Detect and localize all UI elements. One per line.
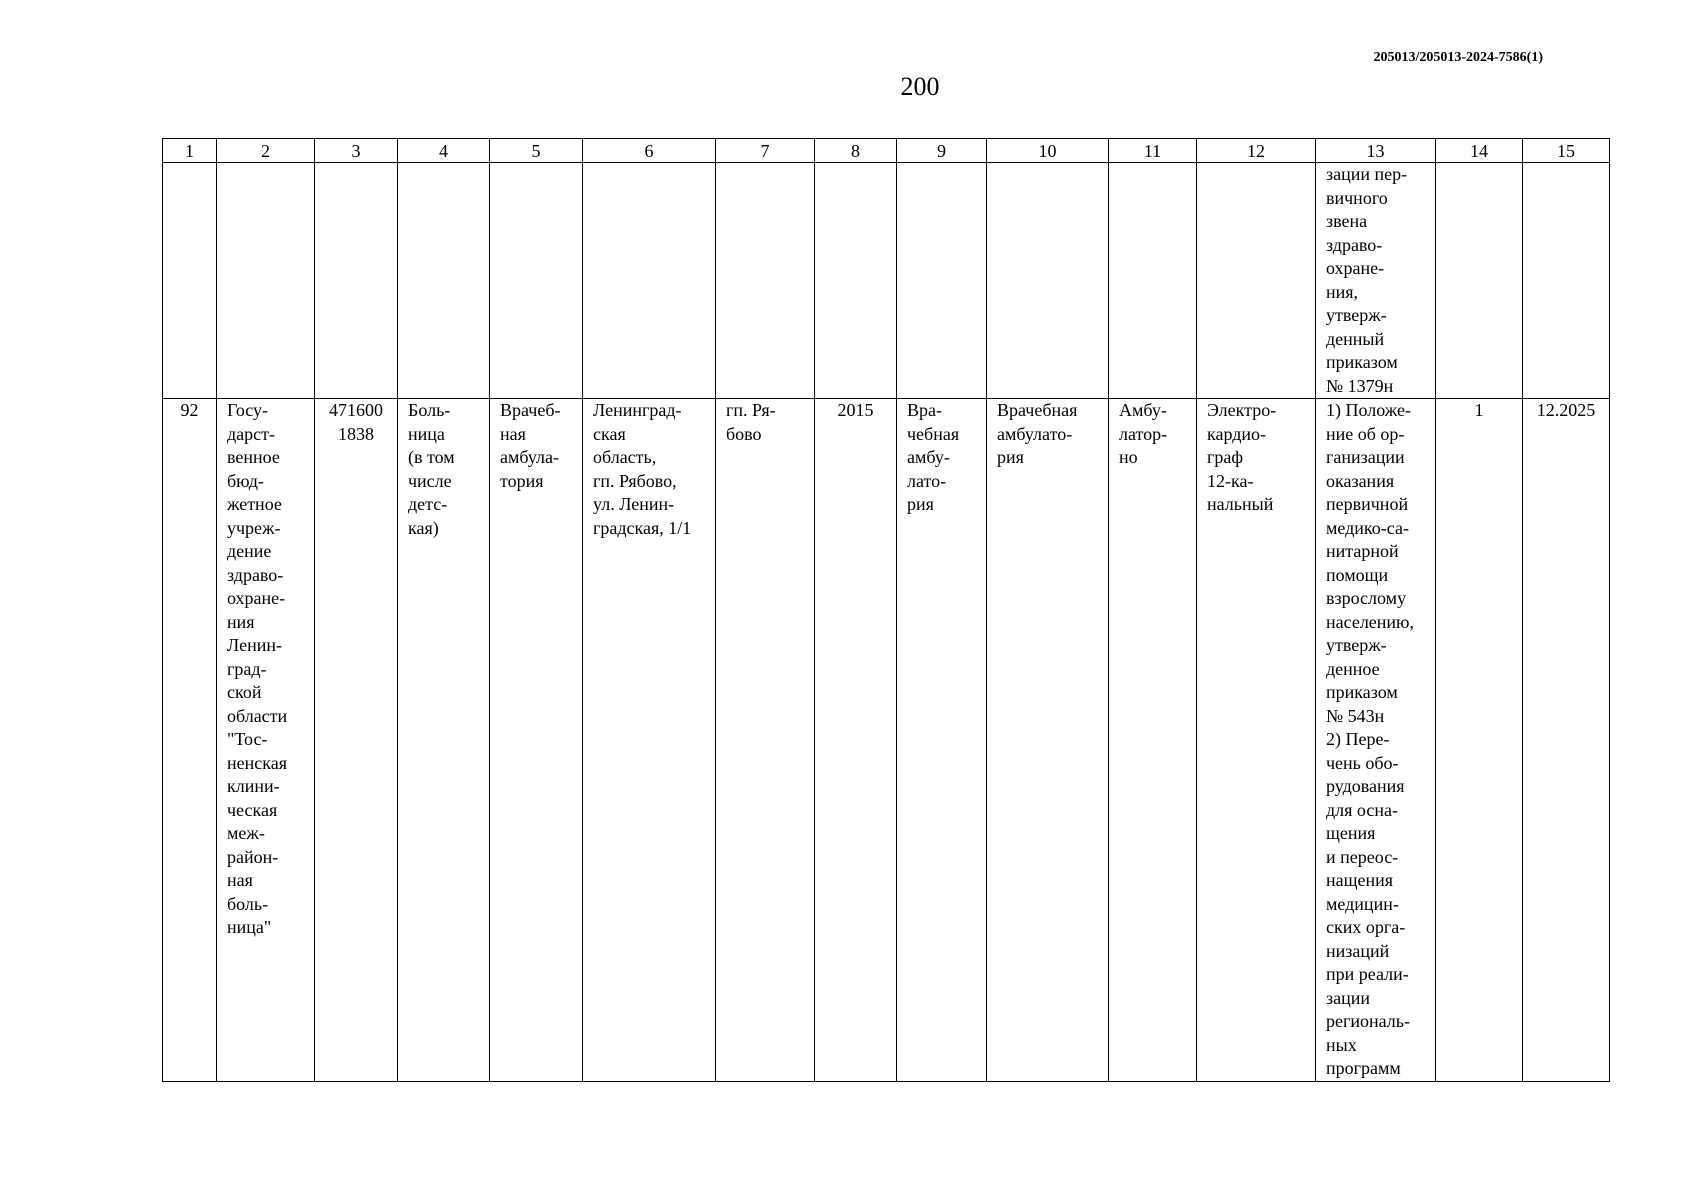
table-cell xyxy=(897,163,987,399)
column-number-13: 13 xyxy=(1316,139,1436,163)
table-cell xyxy=(1109,163,1197,399)
unit-name-cell: Врачебная амбулато- рия xyxy=(987,399,1109,1082)
column-number-10: 10 xyxy=(987,139,1109,163)
legal-basis-cell: зации пер- вичного звена здраво- охране- ния, утверж- денный приказом № 1379н xyxy=(1316,163,1436,399)
column-number-15: 15 xyxy=(1523,139,1610,163)
subdivision-type-cell: Врачеб- ная амбула- тория xyxy=(490,399,583,1082)
table-cell xyxy=(163,163,217,399)
unit-type-cell: Вра- чебная амбу- лато- рия xyxy=(897,399,987,1082)
column-number-8: 8 xyxy=(815,139,897,163)
column-number-4: 4 xyxy=(398,139,490,163)
column-number-2: 2 xyxy=(217,139,315,163)
equipment-table xyxy=(162,138,1610,1082)
deadline-cell: 12.2025 xyxy=(1523,399,1610,1082)
table-cell xyxy=(815,163,897,399)
document-id: 205013/205013-2024-7586(1) xyxy=(1373,50,1543,65)
year-cell: 2015 xyxy=(815,399,897,1082)
address-cell: Ленинград- ская область, гп. Рябово, ул. Ленин- градская, 1/1 xyxy=(583,399,716,1082)
table-cell xyxy=(1197,163,1316,399)
column-number-12: 12 xyxy=(1197,139,1316,163)
table-cell xyxy=(1436,163,1523,399)
page-number: 200 xyxy=(900,72,940,101)
table-cell xyxy=(1523,163,1610,399)
column-number-3: 3 xyxy=(315,139,398,163)
organization-type-cell: Боль- ница (в том числе детс- кая) xyxy=(398,399,490,1082)
table-cell xyxy=(583,163,716,399)
column-number-7: 7 xyxy=(716,139,815,163)
table-cell xyxy=(398,163,490,399)
quantity-cell: 1 xyxy=(1436,399,1523,1082)
column-number-6: 6 xyxy=(583,139,716,163)
settlement-cell: гп. Ря- бово xyxy=(716,399,815,1082)
table-cell xyxy=(987,163,1109,399)
inn-cell: 471600 1838 xyxy=(315,399,398,1082)
column-number-1: 1 xyxy=(163,139,217,163)
table-row-continuation xyxy=(163,163,1610,399)
table-header-row xyxy=(163,139,1610,163)
equipment-name-cell: Электро- кардио- граф 12-ка- нальный xyxy=(1197,399,1316,1082)
care-conditions-cell: Амбу- латор- но xyxy=(1109,399,1197,1082)
legal-basis-cell: 1) Положе- ние об ор- ганизации оказания первичной медико-са- нитарной помощи взрослому населению, утверж- денное приказом № 543н 2) Пере- чень обо- рудования для осна- щения и переос- нащения медицин- ских орга- низаций при реали- зации региональ- ных программ xyxy=(1316,399,1436,1082)
table-cell xyxy=(490,163,583,399)
table-cell xyxy=(217,163,315,399)
table-cell xyxy=(716,163,815,399)
row-number-cell: 92 xyxy=(163,399,217,1082)
column-number-9: 9 xyxy=(897,139,987,163)
column-number-5: 5 xyxy=(490,139,583,163)
column-number-11: 11 xyxy=(1109,139,1197,163)
column-number-14: 14 xyxy=(1436,139,1523,163)
table-cell xyxy=(315,163,398,399)
table-row-92 xyxy=(163,399,1610,1082)
organization-name-cell: Госу- дарст- венное бюд- жетное учреж- дение здраво- охране- ния Ленин- град- ской области "Тос- ненская клини- ческая меж- район- ная боль- ница" xyxy=(217,399,315,1082)
